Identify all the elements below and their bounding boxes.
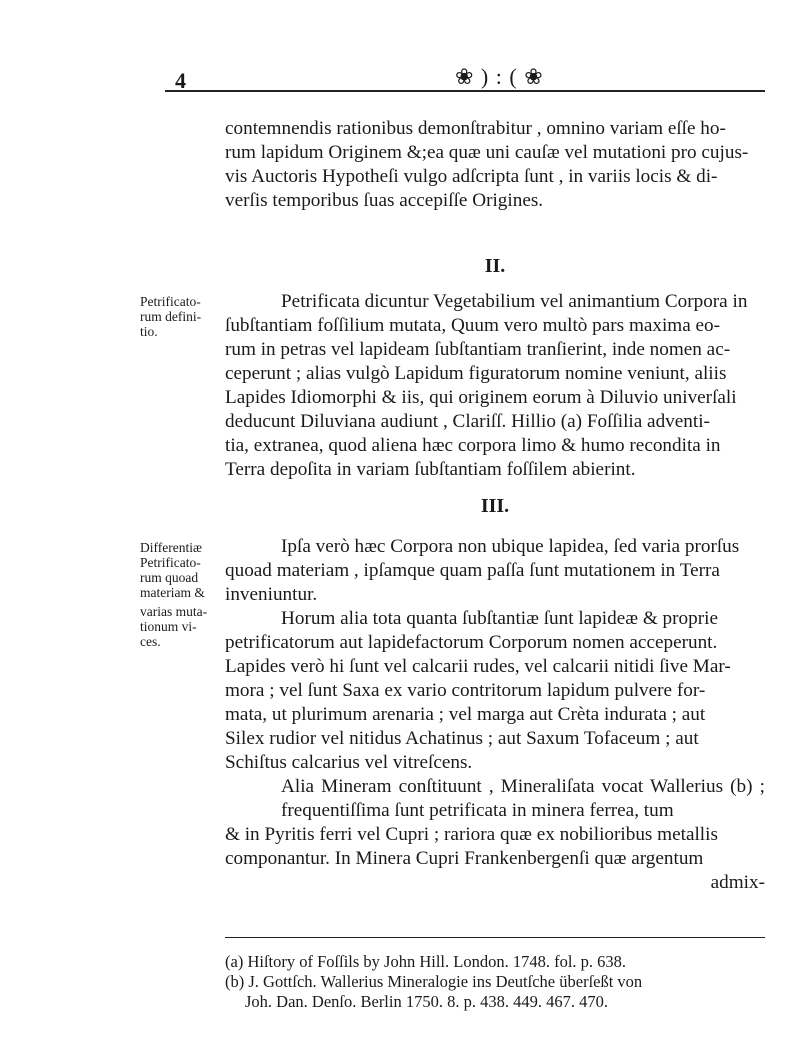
text-line: Petrificata dicuntur Vegetabilium vel animantium Corpora in <box>281 291 748 312</box>
header-ornament: ❀ ) : ( ❀ <box>455 64 544 89</box>
text-line: Lapides verò hi ſunt vel calcarii rudes, vel calcarii nitidi ſive Mar- <box>225 656 731 677</box>
margin-line: Differentiæ <box>140 540 202 555</box>
text-line: quoad materiam , ipſamque quam paſſa ſunt mutationem in Terra <box>225 560 720 581</box>
text-line: Schiſtus calcarius vel vitreſcens. <box>225 752 473 773</box>
catchword: admix- <box>710 872 765 893</box>
paragraph-2 <box>225 290 765 482</box>
margin-line: varias muta- <box>140 604 208 619</box>
text-line: rum lapidum Originem &;ea quæ uni cauſæ vel mutationi pro cujus- <box>225 142 749 163</box>
page-header <box>165 60 765 94</box>
text-line: inveniuntur. <box>225 584 318 605</box>
footnote-rule <box>225 937 765 938</box>
margin-line: tionum vi- <box>140 619 197 634</box>
text-line: Ipſa verò hæc Corpora non ubique lapidea, ſed varia prorſus <box>281 536 740 557</box>
paragraph-3 <box>225 535 765 895</box>
text-line: Silex rudior vel nitidus Achatinus ; aut Saxum Tofaceum ; aut <box>225 728 699 749</box>
text-line: Horum alia tota quanta ſubſtantiæ ſunt lapideæ & proprie <box>281 608 718 629</box>
text-line: ceperunt ; alias vulgò Lapidum figuratorum nomine veniunt, aliis <box>225 363 727 384</box>
text-line: rum in petras vel lapideam ſubſtantiam tranſierint, inde nomen ac- <box>225 339 731 360</box>
paragraph-1 <box>225 117 765 213</box>
text-line: Terra depoſita in variam ſubſtantiam foſſilem abierint. <box>225 459 636 480</box>
margin-line: tio. <box>140 324 158 339</box>
footnote-b: (b) J. Gottſch. Wallerius Mineralogie ins Deutſche überſeßt von <box>225 972 643 991</box>
page-number: 4 <box>175 68 186 93</box>
text-line: componantur. In Minera Cupri Frankenbergenſi quæ argentum <box>225 848 704 869</box>
text-line: tia, extranea, quod aliena hæc corpora limo & humo recondita in <box>225 435 721 456</box>
section-numeral-3: III. <box>480 495 510 517</box>
text-line: deducunt Diluviana audiunt , Clariſſ. Hillio (a) Foſſilia adventi- <box>225 411 710 432</box>
margin-note-differentiae <box>140 540 228 600</box>
margin-line: Petrificato- <box>140 294 201 309</box>
margin-line: ces. <box>140 634 161 649</box>
text-line: Alia Mineram conſtituunt , Mineraliſata vocat Wallerius (b) ; frequentiſſima ſunt petrificata in minera ferrea, tum <box>281 776 765 821</box>
text-line: mata, ut plurimum arenaria ; vel marga aut Crèta indurata ; aut <box>225 704 706 725</box>
section-numeral-2: II. <box>484 255 506 277</box>
text-line: Lapides Idiomorphi & iis, qui originem eorum à Diluvio univerſali <box>225 387 737 408</box>
margin-note-petrificatorum <box>140 294 228 339</box>
margin-line: materiam & <box>140 585 205 600</box>
text-line: mora ; vel ſunt Saxa ex vario contritorum lapidum pulvere for- <box>225 680 706 701</box>
footnote-a: (a) Hiſtory of Foſſils by John Hill. London. 1748. fol. p. 638. <box>225 952 627 971</box>
footnote-b-cont: Joh. Dan. Denſo. Berlin 1750. 8. p. 438. 449. 467. 470. <box>245 992 608 1011</box>
text-line: petrificatorum aut lapidefactorum Corporum nomen acceperunt. <box>225 632 718 653</box>
text-line: vis Auctoris Hypotheſi vulgo adſcripta ſunt , in variis locis & di- <box>225 166 718 187</box>
text-line: contemnendis rationibus demonſtrabitur , omnino variam eſſe ho- <box>225 118 726 139</box>
text-line: ſubſtantiam foſſilium mutata, Quum vero multò pars maxima eo- <box>225 315 721 336</box>
margin-line: Petrificato- <box>140 555 201 570</box>
margin-note-mutationum <box>140 604 228 649</box>
text-line: verſis temporibus ſuas accepiſſe Origines. <box>225 190 544 211</box>
margin-line: rum quoad <box>140 570 199 585</box>
header-rule <box>165 90 765 92</box>
text-line: & in Pyritis ferri vel Cupri ; rariora quæ ex nobilioribus metallis <box>225 824 718 845</box>
margin-line: rum defini- <box>140 309 202 324</box>
